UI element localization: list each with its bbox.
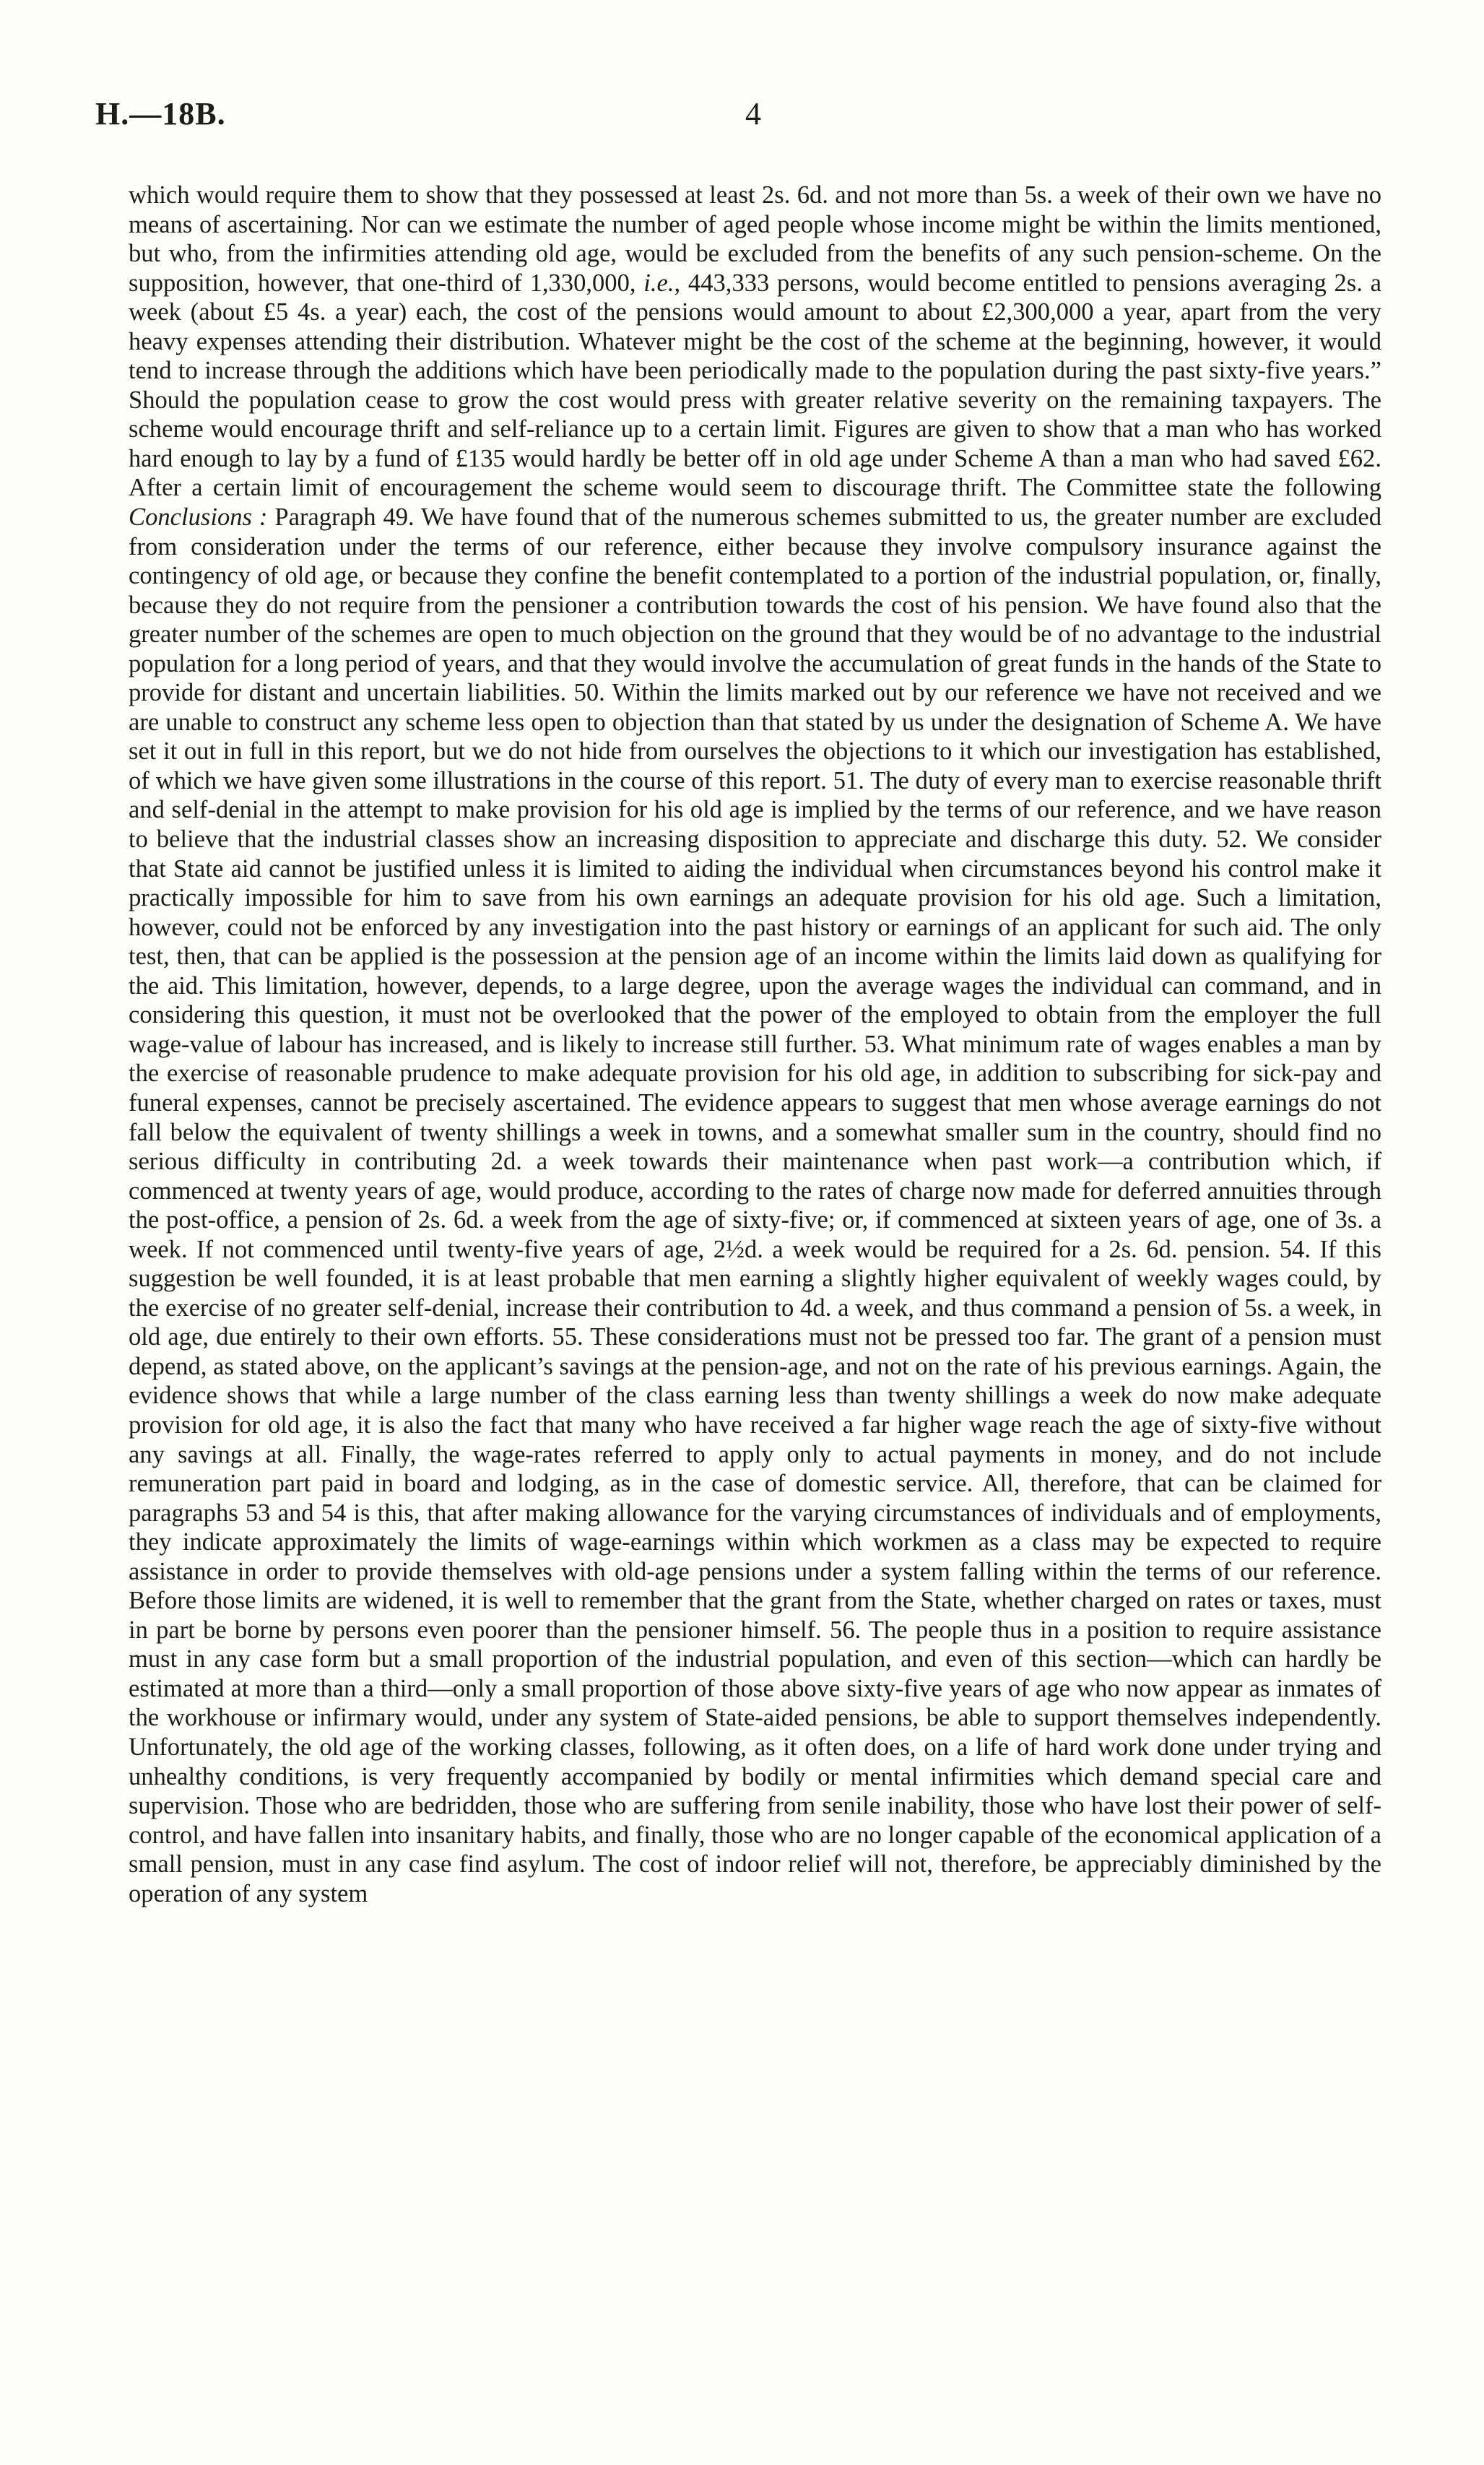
text-run: , 443,333 persons, would become entitled to pensions averaging 2s. a week (about £5 4s. a year) each, the cost of the pensions would amount to about £2,300,000 a year, apart from the very heavy expenses attending their distribution. Whatever might be the cost of the scheme at the beginning, however, it would tend to increase through the additions which have been periodically made to the population during the past sixty-five years.” Should the population cease to grow the cost would press with greater relative severity on the remaining taxpayers. The scheme would encourage thrift and self-reliance up to a certain limit. Figures are given to show that a man who has worked hard enough to lay by a fund of £135 would hardly be better off in old age under Scheme A than a man who had saved £62. After a certain limit of encouragement the scheme would seem to discourage thrift. The Committee state the following bbox=[129, 269, 1381, 502]
italic-conclusions: Conclusions : bbox=[129, 503, 268, 532]
text-run: Paragraph 49. We have found that of the numerous schemes submitted to us, the greater number are excluded from consideration under the terms of our reference, either because they involve compulsory insurance against the contingency of old age, or because they confine the benefit contemplated to a portion of the industrial population, or, finally, because they do not require from the pensioner a contribution towards the cost of his pension. We have found also that the greater number of the schemes are open to much objection on the ground that they would be of no advantage to the industrial population for a long period of years, and that they would involve the accumulation of great funds in the hands of the State to provide for distant and uncertain liabilities. 50. Within the limits marked out by our reference we have not received and we are unable to construct any scheme less open to objection than that stated by us under the designation of Scheme A. We have set it out in full in this report, but we do not hide from ourselves the objections to it which our investigation has established, of which we have given some illustrations in the course of this report. 51. The duty of every man to exercise reasonable thrift and self-denial in the attempt to make provision for his old age is implied by the terms of our reference, and we have reason to believe that the industrial classes show an increasing disposition to appreciate and discharge this duty. 52. We consider that State aid cannot be justified unless it is limited to aiding the individual when circumstances beyond his control make it practically impossible for him to save from his own earnings an adequate provision for his old age. Such a limitation, however, could not be enforced by any investigation into the past history or earnings of an applicant for such aid. The only test, then, that can be applied is the possession at the pension age of an income within the limits laid down as qualifying for the aid. This limitation, however, depends, to a large degree, upon the average wages the individual can command, and in considering this question, it must not be overlooked that the power of the employed to obtain from the employer the full wage-value of labour has increased, and is likely to increase still further. 53. What minimum rate of wages enables a man by the exercise of reasonable prudence to make adequate provision for his old age, in addition to subscribing for sick-pay and funeral expenses, cannot be precisely ascertained. The evidence appears to suggest that men whose average earnings do not fall below the equivalent of twenty shillings a week in towns, and a somewhat smaller sum in the country, should find no serious difficulty in contributing 2d. a week towards their maintenance when past work—a contribution which, if commenced at twenty years of age, would produce, according to the rates of charge now made for deferred annuities through the post-office, a pension of 2s. 6d. a week from the age of sixty-five; or, if commenced at sixteen years of age, one of 3s. a week. If not commenced until twenty-five years of age, 2½d. a week would be required for a 2s. 6d. pension. 54. If this suggestion be well founded, it is at least probable that men earning a slightly higher equivalent of weekly wages could, by the exercise of no greater self-denial, increase their contribution to 4d. a week, and thus command a pension of 5s. a week, in old age, due entirely to their own efforts. 55. These considerations must not be pressed too far. The grant of a pension must depend, as stated above, on the applicant’s savings at the pension-age, and not on the rate of his previous earnings. Again, the evidence shows that while a large number of the class earning less than twenty shillings a week do now make adequate provision for old age, it is also the fact that many who have received a far higher wage reach the age of sixty-five without any savings at all. Finally, the wage-rates referred to apply only to actual payments in money, and do not include remuneration part paid in board and lodging, as in the case of domestic service. All, therefore, that can be claimed for paragraphs 53 and 54 is this, that after making allowance for the varying circumstances of individuals and of employments, they indicate approximately the limits of wage-earnings within which workmen as a class may be expected to require assistance in order to provide themselves with old-age pensions under a system falling within the terms of our reference. Before those limits are widened, it is well to remember that the grant from the State, whether charged on rates or taxes, must in part be borne by persons even poorer than the pensioner himself. 56. The people thus in a position to require assistance must in any case form but a small proportion of the industrial population, and even of this section—which can hardly be estimated at more than a third—only a small proportion of those above sixty-five years of age who now appear as inmates of the workhouse or infirmary would, under any system of State-aided pensions, be able to support themselves independently. Unfortunately, the old age of the working classes, following, as it often does, on a life of hard work done under trying and unhealthy conditions, is very frequently accompanied by bodily or mental infirmities which demand special care and supervision. Those who are bedridden, those who are suffering from senile inability, those who have lost their power of self-control, and have fallen into insanitary habits, and finally, those who are no longer capable of the economical application of a small pension, must in any case find asylum. The cost of indoor relief will not, therefore, be appreciably diminished by the operation of any system bbox=[129, 503, 1381, 1907]
body-paragraph bbox=[129, 181, 1381, 1908]
body-text bbox=[129, 181, 1381, 1908]
italic-ie: i.e. bbox=[643, 269, 674, 297]
document-reference: H.—18B. bbox=[95, 96, 226, 131]
page-number: 4 bbox=[745, 96, 761, 131]
text-run: which would require them to show that they possessed at least 2s. 6d. and not more than 5s. a week of their own we have no means of ascertaining. Nor can we estimate the number of aged people whose income might be within the limits mentioned, but who, from the infirmities attending old age, would be excluded from the benefits of any such pension-scheme. On the supposition, however, that one-third of 1,330,000, bbox=[129, 181, 1381, 297]
page-header bbox=[95, 95, 1388, 146]
